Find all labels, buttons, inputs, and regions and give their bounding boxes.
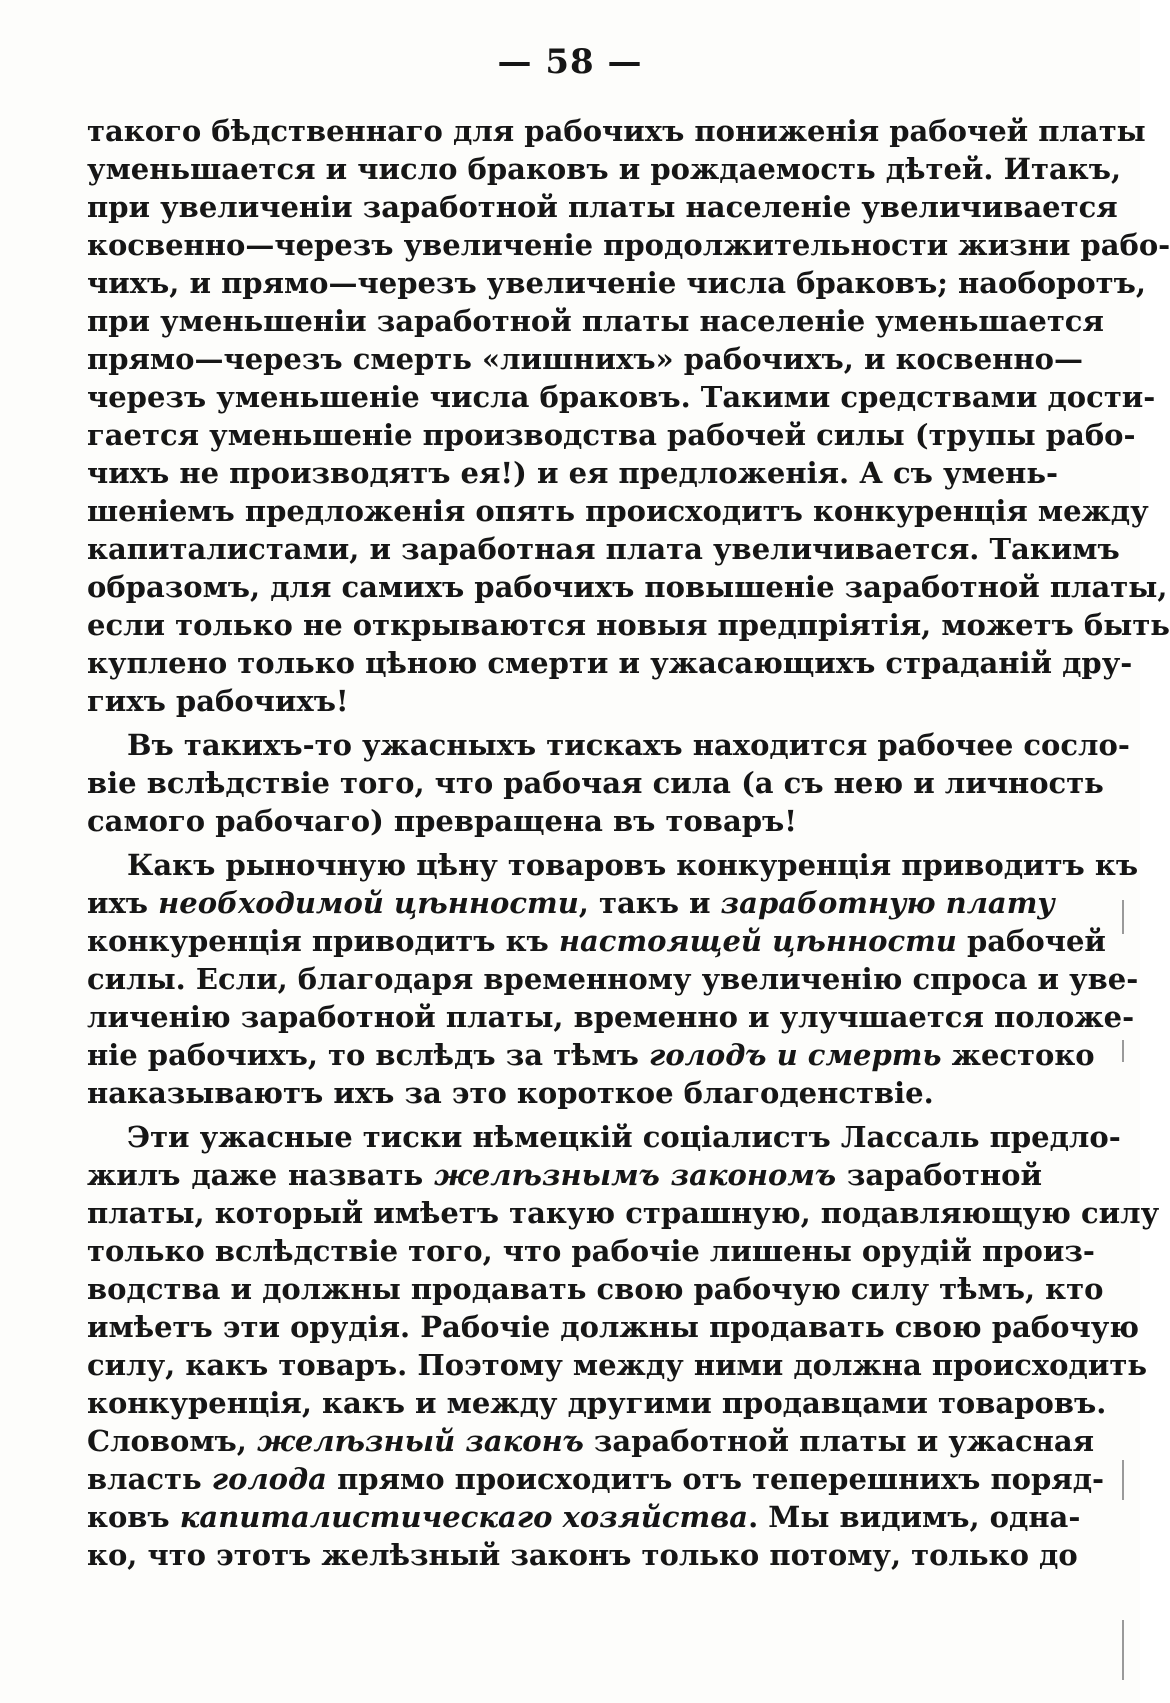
paragraph: [87, 726, 1130, 840]
line-text: жилъ даже назвать: [87, 1158, 434, 1192]
text-line: [87, 1346, 1148, 1384]
line-text: силы. Если, благодаря временному увеличенію спроса и уве-: [87, 962, 1139, 996]
emphasized-text: голода: [211, 1462, 327, 1496]
line-text: самого рабочаго) превращена въ товаръ!: [87, 804, 798, 838]
text-body: [87, 112, 1170, 1574]
text-line: [87, 1232, 1095, 1270]
line-text: капиталистами, и заработная плата увеличивается. Такимъ: [87, 532, 1120, 566]
line-text: власть: [87, 1462, 212, 1496]
line-text: куплено только цѣною смерти и ужасающихъ страданій дру-: [87, 646, 1133, 680]
line-text: платы, который имѣетъ такую страшную, подавляющую силу: [87, 1196, 1160, 1230]
text-line: [87, 1498, 1081, 1536]
line-text: при уменьшеніи заработной платы населеніе уменьшается: [87, 304, 1104, 338]
line-text: уменьшается и число браковъ и рождаемость дѣтей. Итакъ,: [87, 152, 1122, 186]
paragraph: [87, 112, 1170, 720]
line-text: личенію заработной платы, временно и улучшается положе-: [87, 1000, 1135, 1034]
text-line: [87, 1384, 1107, 1422]
line-text: наказываютъ ихъ за это короткое благоденствіе.: [87, 1076, 934, 1110]
line-text: . Мы видимъ, одна-: [748, 1500, 1081, 1534]
text-line: [87, 340, 1083, 378]
line-text: Въ такихъ-то ужасныхъ тискахъ находится рабочее сосло-: [127, 728, 1130, 762]
text-line: [87, 1460, 1105, 1498]
text-line: [87, 1308, 1140, 1346]
line-text: Эти ужасные тиски нѣмецкій соціалистъ Лассаль предло-: [127, 1120, 1121, 1154]
line-text: чихъ не производятъ ея!) и ея предложенія. А съ умень-: [87, 456, 1059, 490]
text-line: [87, 264, 1146, 302]
line-text: рабочей: [956, 924, 1106, 958]
margin-mark: [1122, 1460, 1124, 1500]
text-line: [87, 188, 1118, 226]
line-text: Какъ рыночную цѣну товаровъ конкуренція приводитъ къ: [127, 848, 1139, 882]
text-line: [87, 1074, 1042, 1112]
emphasized-text: желѣзный законъ: [257, 1424, 584, 1458]
line-text: силу, какъ товаръ. Поэтому между ними должна происходить: [87, 1348, 1148, 1382]
text-line: [87, 644, 1133, 682]
line-text: , такъ и: [578, 886, 721, 920]
line-text: ко, что этотъ желѣзный законъ только потому, только до: [87, 1538, 1078, 1572]
margin-mark: [1122, 1040, 1124, 1062]
text-line: [87, 302, 1104, 340]
line-text: только вслѣдствіе того, что рабочіе лишены орудій произ-: [87, 1234, 1095, 1268]
line-text: при увеличеніи заработной платы населеніе увеличивается: [87, 190, 1118, 224]
line-text: чихъ, и прямо—черезъ увеличеніе числа браковъ; наоборотъ,: [87, 266, 1146, 300]
emphasized-text: голодъ и смерть: [649, 1038, 942, 1072]
text-line: [87, 998, 1135, 1036]
line-text: косвенно—черезъ увеличеніе продолжительности жизни рабо-: [87, 228, 1170, 262]
text-line: [87, 416, 1136, 454]
line-text: прямо происходитъ отъ теперешнихъ поряд-: [326, 1462, 1105, 1496]
line-text: заработной платы и ужасная: [583, 1424, 1095, 1458]
line-text: жестоко: [941, 1038, 1095, 1072]
text-line: [87, 1194, 1160, 1232]
line-text: ковъ: [87, 1500, 180, 1534]
paragraph: [87, 1118, 1160, 1574]
line-text: имѣетъ эти орудія. Рабочіе должны продавать свою рабочую: [87, 1310, 1140, 1344]
text-line: [87, 1118, 1121, 1156]
line-text: такого бѣдственнаго для рабочихъ пониженія рабочей платы: [87, 114, 1146, 148]
text-line: [87, 1270, 1104, 1308]
line-text: заработной: [836, 1158, 1042, 1192]
text-line: [87, 682, 1042, 720]
line-text: шеніемъ предложенія опять происходитъ конкуренція между: [87, 494, 1149, 528]
text-line: [87, 884, 1055, 922]
line-text: конкуренція приводитъ къ: [87, 924, 559, 958]
text-line: [87, 150, 1122, 188]
margin-mark: [1122, 1620, 1124, 1680]
line-text: гается уменьшеніе производства рабочей силы (трупы рабо-: [87, 418, 1136, 452]
text-line: [87, 606, 1170, 644]
emphasized-text: настоящей цѣнности: [558, 924, 957, 958]
text-line: [87, 492, 1149, 530]
page-number: — 58 —: [497, 42, 643, 82]
line-text: если только не открываются новыя предпріятія, можетъ быть: [87, 608, 1170, 642]
emphasized-text: заработную плату: [720, 886, 1055, 920]
text-line: [87, 726, 1130, 764]
text-line: [87, 1536, 1078, 1574]
margin-mark: [1122, 900, 1124, 934]
line-text: водства и должны продавать свою рабочую силу тѣмъ, кто: [87, 1272, 1104, 1306]
text-line: [87, 378, 1156, 416]
line-text: Словомъ,: [87, 1424, 257, 1458]
text-line: [87, 1422, 1095, 1460]
text-line: [87, 960, 1139, 998]
line-text: ніе рабочихъ, то вслѣдъ за тѣмъ: [87, 1038, 650, 1072]
line-text: гихъ рабочихъ!: [87, 684, 349, 718]
emphasized-text: необходимой цѣнности: [158, 886, 579, 920]
emphasized-text: капиталистическаго хозяйства: [179, 1500, 749, 1534]
line-text: конкуренція, какъ и между другими продавцами товаровъ.: [87, 1386, 1107, 1420]
paragraph: [87, 846, 1139, 1112]
line-text: ихъ: [87, 886, 159, 920]
text-line: [87, 112, 1146, 150]
text-line: [87, 1036, 1095, 1074]
emphasized-text: желѣзнымъ закономъ: [433, 1158, 837, 1192]
text-line: [87, 226, 1170, 264]
text-line: [87, 846, 1139, 884]
text-line: [87, 530, 1120, 568]
text-line: [87, 454, 1059, 492]
text-line: [87, 1156, 1042, 1194]
text-line: [87, 802, 1042, 840]
line-text: віе вслѣдствіе того, что рабочая сила (а съ нею и личность: [87, 766, 1104, 800]
text-line: [87, 922, 1106, 960]
text-line: [87, 568, 1168, 606]
text-line: [87, 764, 1104, 802]
line-text: прямо—черезъ смерть «лишнихъ» рабочихъ, и косвенно—: [87, 342, 1083, 376]
line-text: черезъ уменьшеніе числа браковъ. Такими средствами дости-: [87, 380, 1156, 414]
line-text: образомъ, для самихъ рабочихъ повышеніе заработной платы,: [87, 570, 1168, 604]
